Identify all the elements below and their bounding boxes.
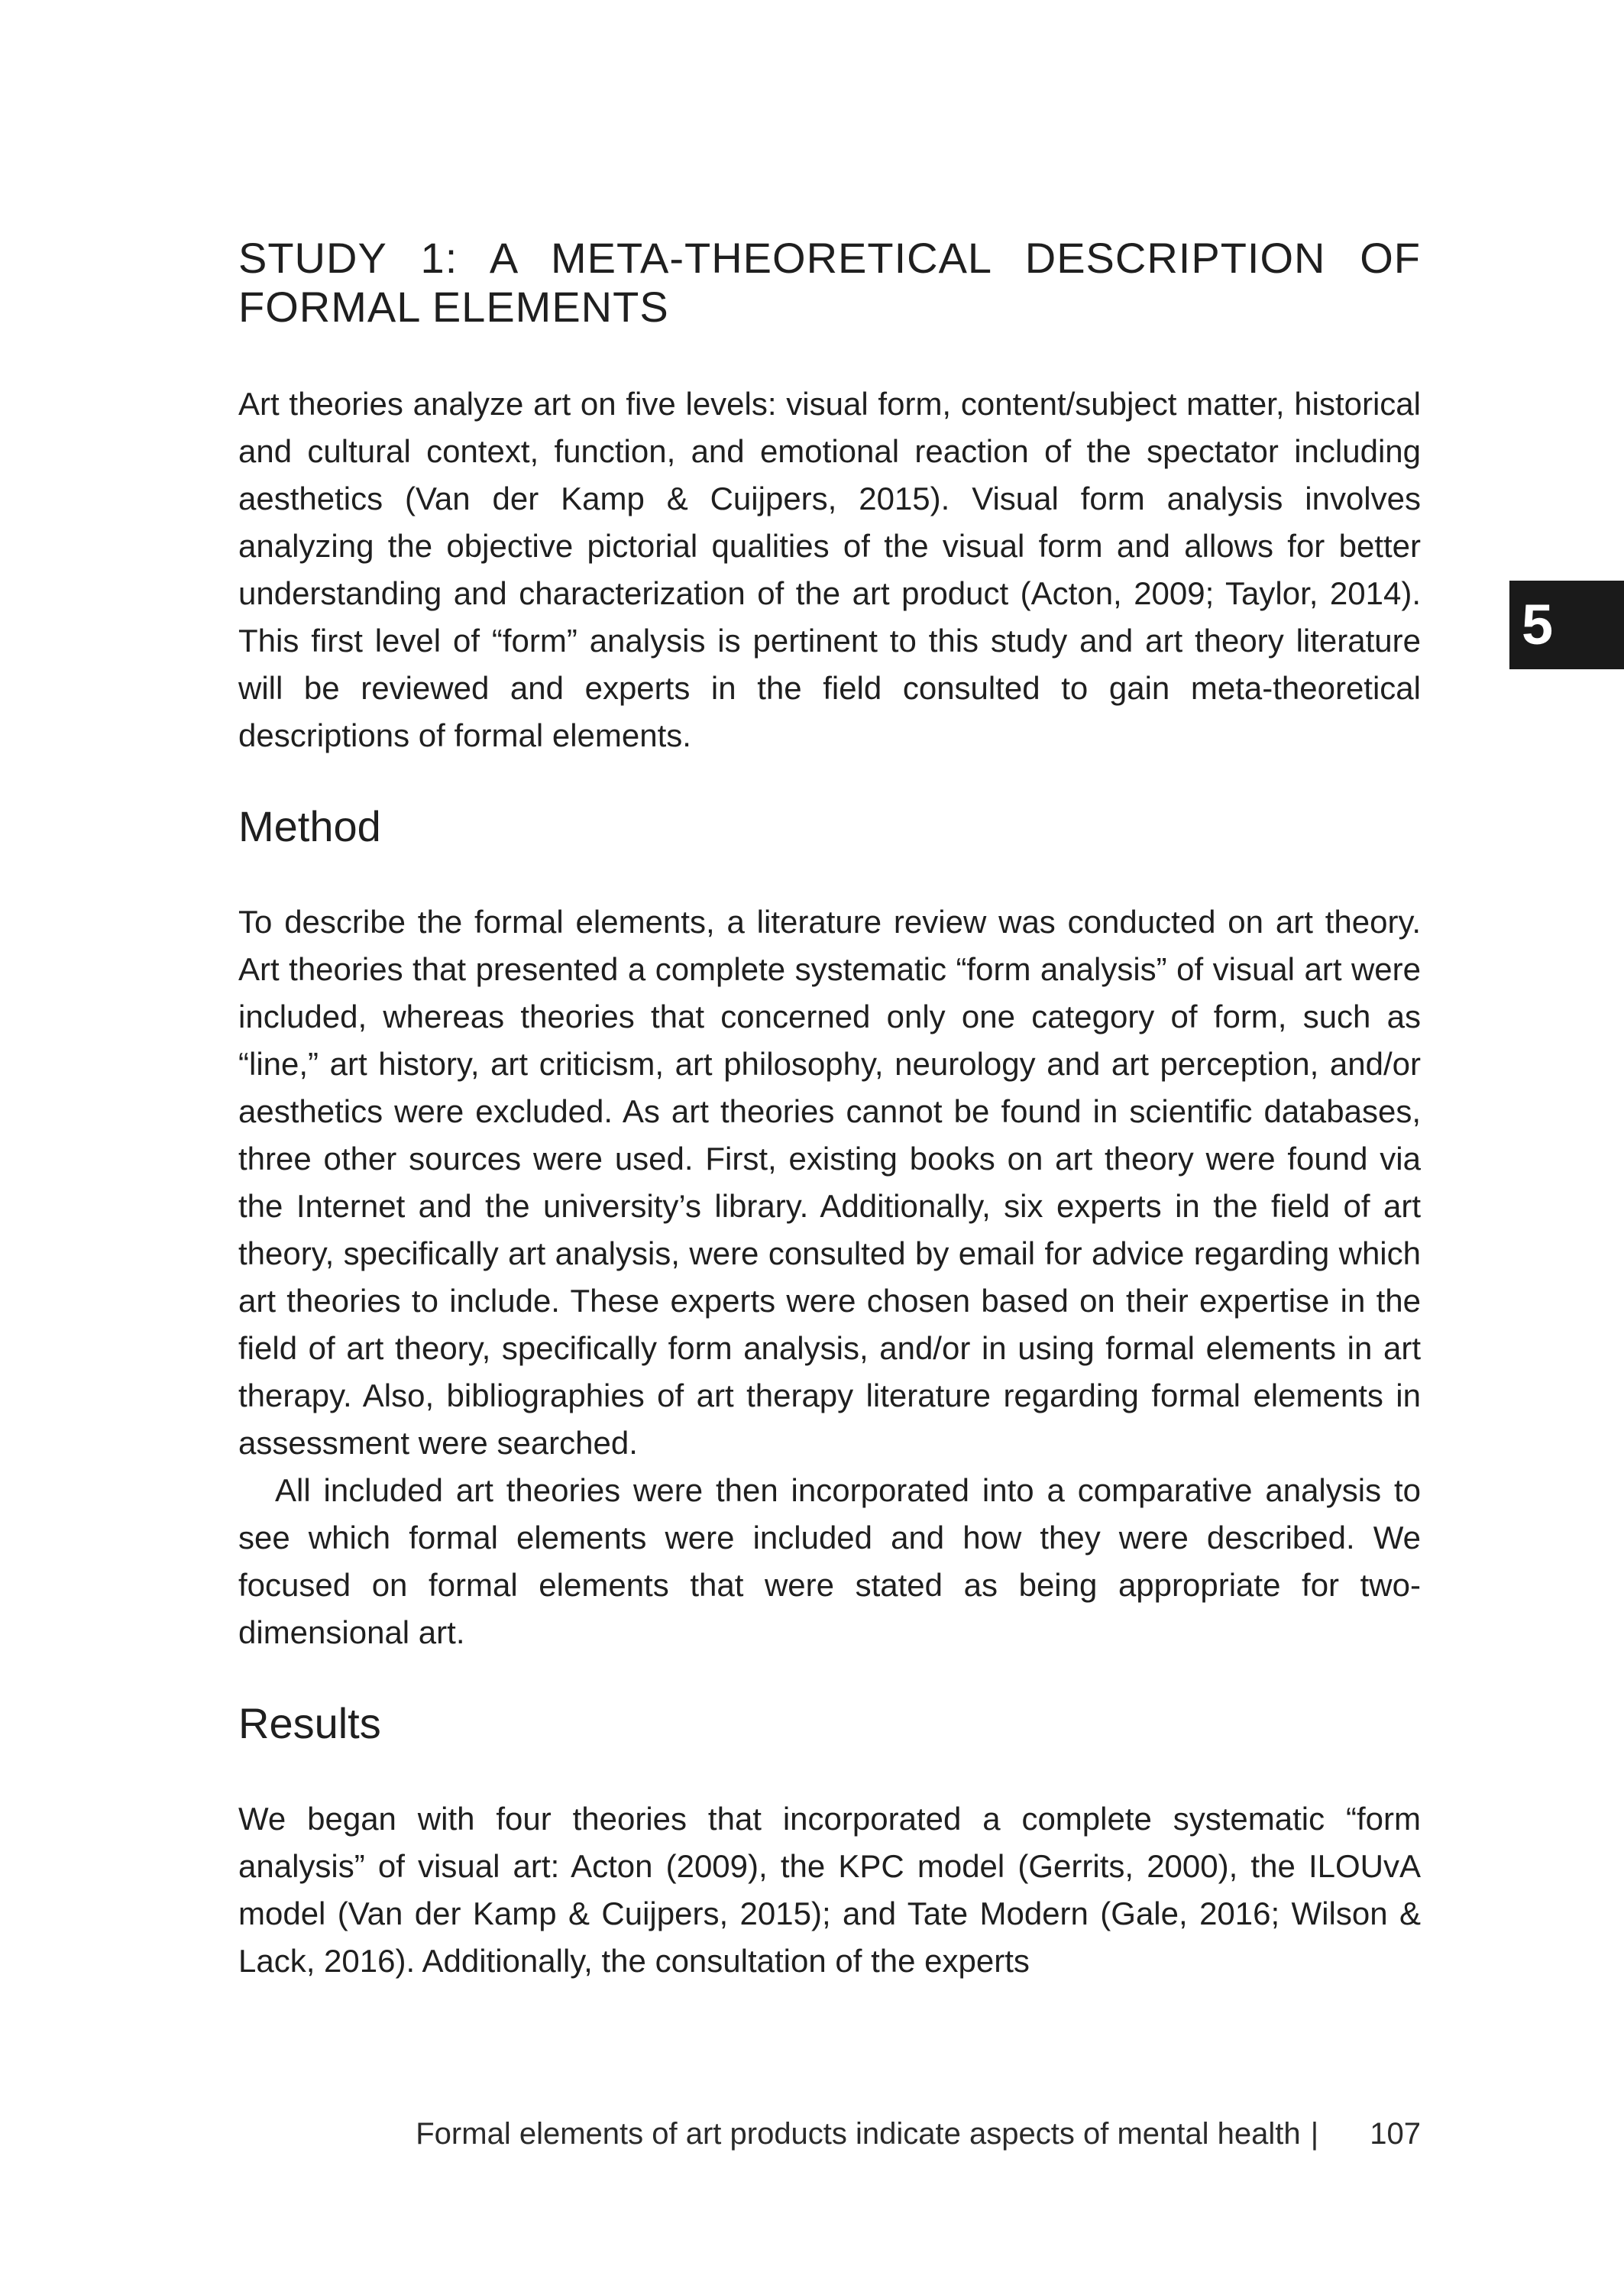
method-paragraph-1: To describe the formal elements, a literature review was conducted on art theory. Art theories that presented a complete systematic “form analysis” of visual art were included, whereas theories that concerned only one category of form, such as “line,” art history, art criticism, art philosophy, neurology and art perception, and/or aesthetics were excluded. As art theories cannot be found in scientific databases, three other sources were used. First, existing books on art theory were found via the Internet and the university’s library. Additionally, six experts in the field of art theory, specifically art analysis, were consulted by email for advice regarding which art theories to include. These experts were chosen based on their expertise in the field of art theory, specifically form analysis, and/or in using formal elements in art therapy. Also, bibliographies of art therapy literature regarding formal elements in assessment were searched. (238, 904, 1421, 1461)
running-title: Formal elements of art products indicate aspects of mental health (416, 2117, 1301, 2151)
page-number: 107 (1370, 2117, 1421, 2151)
results-paragraph-1: We began with four theories that incorporated a complete systematic “form analysis” of visual art: Acton (2009), the KPC model (Gerrits, 2000), the ILOUvA model (Van der Kamp & Cuijpers, 2015); and Tate Modern (Gale, 2016; Wilson & Lack, 2016). Additionally, the consultation of the experts (238, 1801, 1421, 1979)
page-content (238, 234, 1421, 1985)
method-paragraph-2: All included art theories were then incorporated into a comparative analysis to see which formal elements were included and how they were described. We focused on formal elements that were stated as being appropriate for two-dimensional art. (238, 1472, 1421, 1650)
study-title: STUDY 1: A META-THEORETICAL DESCRIPTION OF FORMAL ELEMENTS (238, 234, 1421, 331)
method-heading: Method (238, 802, 381, 850)
footer-separator: | (1310, 2117, 1319, 2151)
intro-paragraph: Art theories analyze art on five levels: visual form, content/subject matter, historical and cultural context, function, and emotional reaction of the spectator including aesthetics (Van der Kamp & Cuijpers, 2015). Visual form analysis involves analyzing the objective pictorial qualities of the visual form and allows for better understanding and characterization of the art product (Acton, 2009; Taylor, 2014). This first level of “form” analysis is pertinent to this study and art theory literature will be reviewed and experts in the field consulted to gain meta-theoretical descriptions of formal elements. (238, 386, 1421, 753)
chapter-tab: 5 (1509, 581, 1624, 669)
page-footer (238, 2115, 1421, 2153)
results-heading: Results (238, 1699, 381, 1747)
